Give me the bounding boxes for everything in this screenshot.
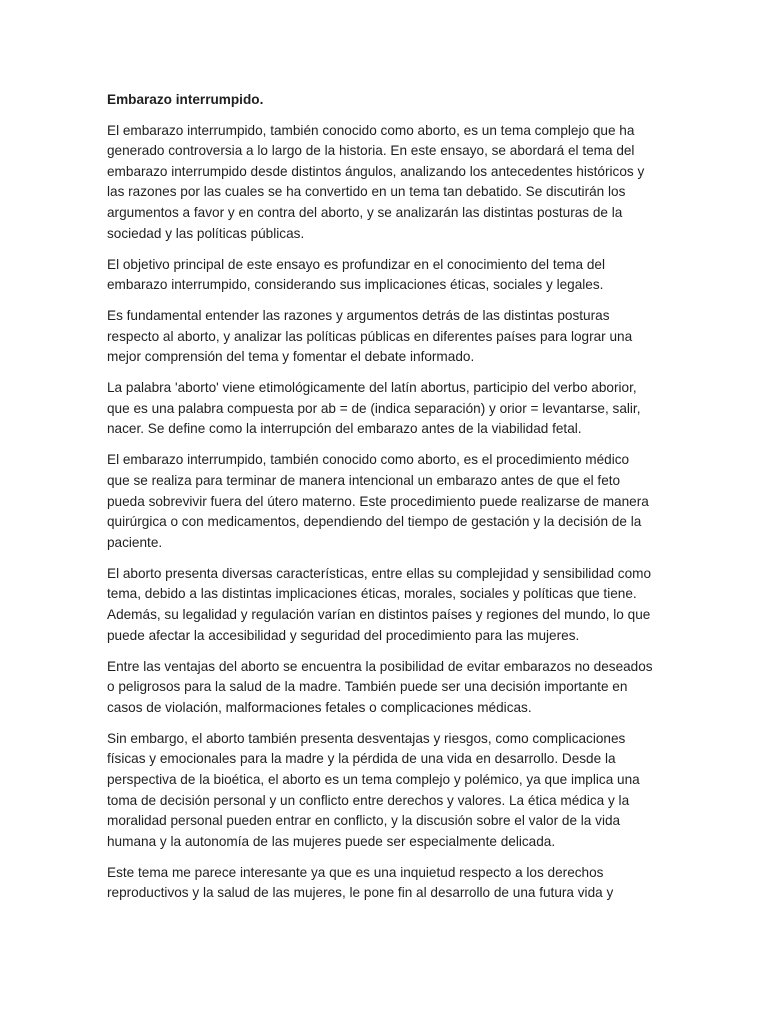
paragraph-list [107,121,653,904]
paragraph-line: embarazo interrumpido, considerando sus implicaciones éticas, sociales y legales. [107,277,604,293]
paragraph-line: El embarazo interrumpido, también conocido como aborto, es el procedimiento médico [107,452,630,468]
paragraph-line: respecto al aborto, y analizar las políticas públicas en diferentes países para lograr una [107,328,633,344]
document-title: Embarazo interrumpido. [107,92,264,107]
paragraph-line: que es una palabra compuesta por ab = de (indica separación) y orior = levantarse, salir, [107,400,641,416]
paragraph-line: argumentos a favor y en contra del aborto, y se analizarán las distintas posturas de la [107,204,623,220]
paragraph-line: generado controversia a lo largo de la historia. En este ensayo, se abordará el tema del [107,143,635,159]
paragraph-line: quirúrgica o con medicamentos, dependiendo del tiempo de gestación y la decisión de la [107,514,642,530]
paragraph [107,255,627,296]
paragraph [107,657,653,719]
paragraph-line: reproductivos y la salud de las mujeres, le pone fin al desarrollo de una futura vida y [107,885,614,901]
paragraph-line: humana y la autonomía de las mujeres puede ser especialmente delicada. [107,833,556,849]
paragraph [107,729,640,853]
paragraph-line: perspectiva de la bioética, el aborto es un tema complejo y polémico, ya que implica una [107,771,640,787]
paragraph-line: Además, su legalidad y regulación varían en distintos países y regiones del mundo, lo que [107,607,651,623]
paragraph [107,378,641,440]
paragraph-line: paciente. [107,534,163,550]
paragraph-line: mejor comprensión del tema y fomentar el debate informado. [107,349,475,365]
paragraph [107,450,649,553]
paragraph-line: nacer. Se define como la interrupción del embarazo antes de la viabilidad fetal. [107,421,582,437]
paragraph-line: puede afectar la accesibilidad y seguridad del procedimiento para las mujeres. [107,627,580,643]
paragraph [107,306,633,368]
paragraph-line: sociedad y las políticas públicas. [107,225,305,241]
paragraph-line: toma de decisión personal y un conflicto entre derechos y valores. La ética médica y la [107,792,630,808]
paragraph-line: o peligrosos para la salud de la madre. También puede ser una decisión importante en [107,679,628,695]
paragraph [107,121,645,245]
paragraph-line: pueda sobrevivir fuera del útero materno. Este procedimiento puede realizarse de manera [107,493,649,509]
paragraph-line: casos de violación, malformaciones fetales o complicaciones médicas. [107,699,532,715]
paragraph-line: embarazo interrumpido desde distintos ángulos, analizando los antecedentes históricos y [107,163,645,179]
paragraph-line: Este tema me parece interesante ya que es una inquietud respecto a los derechos [107,864,604,880]
paragraph-line: La palabra 'aborto' viene etimológicamente del latín abortus, participio del verbo aborior, [107,380,637,396]
paragraph-line: El embarazo interrumpido, también conocido como aborto, es un tema complejo que ha [107,122,635,138]
paragraph-line: El objetivo principal de este ensayo es profundizar en el conocimiento del tema del [107,256,605,272]
paragraph-line: Sin embargo, el aborto también presenta desventajas y riesgos, como complicaciones [107,730,626,746]
paragraph-line: físicas y emocionales para la madre y la pérdida de una vida en desarrollo. Desde la [107,751,616,767]
paragraph-line: moralidad personal pueden entrar en conflicto, y la discusión sobre el valor de la vida [107,813,621,829]
paragraph-line: que se realiza para terminar de manera intencional un embarazo antes de que el feto [107,473,621,489]
paragraph-line: El aborto presenta diversas características, entre ellas su complejidad y sensibilidad como [107,565,652,581]
paragraph [107,564,652,646]
paragraph-line: Es fundamental entender las razones y argumentos detrás de las distintas posturas [107,308,610,324]
document-body [107,90,653,914]
paragraph-line: las razones por las cuales se ha convertido en un tema tan debatido. Se discutirán los [107,184,626,200]
paragraph-line: Entre las ventajas del aborto se encuentra la posibilidad de evitar embarazos no deseados [107,658,653,674]
paragraph [107,863,627,904]
paragraph-line: tema, debido a las distintas implicaciones éticas, morales, sociales y políticas que tiene. [107,586,637,602]
